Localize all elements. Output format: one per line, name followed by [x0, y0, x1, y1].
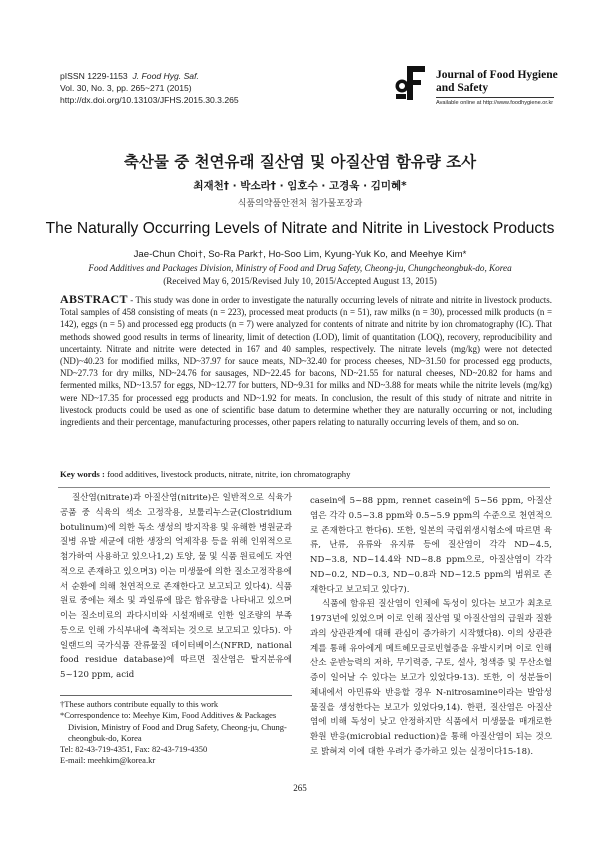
keywords	[60, 469, 550, 479]
abstract-heading: ABSTRACT	[60, 292, 128, 306]
divider	[58, 487, 550, 488]
footnote-equal: †These authors contribute equally to this work	[60, 699, 219, 709]
body-right-paragraph-1: casein에 5~88 ppm, rennet casein에 5~56 ppm, 아질산염은 각각 0.5~3.8 ppm와 0.5~5.9 ppm의 수준으로 천연적으로 존재한다고 한다6). 또한, 일본의 국립위생시험소에 따르면 육류, 난류, 유류와 유지류 등에 질산염이 각각 ND~4.5, ND~3.8, ND~14.4와 ND~8.8 ppm으로, 아질산염이 각각 ND~0.2, ND~0.3, ND~0.8과 ND~12.5 ppm의 범위로 존재한다고 보고되고 있다7).	[310, 496, 552, 595]
volume-line: Vol. 30, No. 3, pp. 265~271 (2015)	[60, 83, 192, 93]
footnote-rule	[60, 695, 292, 696]
title-korean: 축산물 중 천연유래 질산염 및 아질산염 함유량 조사	[123, 153, 477, 171]
received-dates: (Received May 6, 2015/Revised July 10, 2015/Accepted August 13, 2015)	[163, 276, 437, 286]
footnote-corr-3: cheongbuk-do, Korea	[68, 732, 142, 743]
footnote-corr-2: Division, Ministry of Food and Drug Safety, Cheong-ju, Chung-	[68, 721, 287, 732]
body-left-column: 질산염(nitrate)과 아질산염(nitrite)은 일반적으로 식육가공품 중 식육의 색소 고정작용, 보툴리누스균(Clostridium botulinum)에 의한 독소 생성의 방지작용 및 유해한 병원균과 질병 유발 세균에 대한 생장의 억제작용 등을 위해 인위적으로 첨가하여 사용하고 있으나1,2) 토양, 물 및 식품 원료에도 자연적으로 존재하고 있으며3) 이는 미생물에 의한 질소고정작용에서 순환에 의해 천연적으로 존재한다고 보고되고 있다4). 식품 원료 중에는 채소 및 과일류에 많은 함유량을 나타내고 있으며 이는 질소비료의 과다시비와 시설재배로 인한 일조량의 부족 등으로 인해 가식부내에 축적되는 것으로 보고되고 있다5). 아일랜드의 국가식품 잔류물질 데이터베이스(NFRD, national food residue database)에 따르면 질산염은 탈지분유에 5~120 ppm, acid	[60, 493, 292, 680]
abstract	[60, 293, 552, 428]
body-right-column	[310, 494, 552, 760]
affiliation-korean: 식품의약품안전처 첨가물포장과	[237, 199, 363, 209]
doi-link[interactable]: http://dx.doi.org/10.13103/JFHS.2015.30.3.265	[60, 95, 239, 105]
journal-logo-icon	[394, 64, 428, 104]
keywords-label: Key words :	[60, 469, 105, 479]
abstract-text: - This study was done in order to investigate the naturally occurring levels of nitrate and nitrite in livestock products. Total samples of 458 consisting of meats (n = 223), processed meat products (n = 51), raw milks (n = 30), processed milk products (n = 142), eggs (n = 5) and processed egg products (n = 7) were analyzed for contents of nitrate and nitrite by ion chromatography (IC). That methods showed good results in terms of linearity, limit of detection (LOD), limit of quantitation (LOQ), recovery, reproducibility and uncertainty. Nitrate and nitrite were detected in 167 and 40 samples, respectively. The nitrate levels (mg/kg) were not detected (ND)~40.23 for modified milks, ND~37.97 for sauce meats, ND~32.40 for process cheeses, ND~31.50 for processed egg products, ND~27.73 for dry milks, ND~24.76 for sausages, ND~22.45 for bacons, ND~21.55 for natural cheeses, ND~20.82 for hams and fermented milks, ND~13.57 for eggs, ND~12.77 for butters, ND~9.31 for milks and ND~3.88 for meats while the nitrite levels (mg/kg) were ND~17.35 for processed egg products and ND~1.92 for meats. In conclusion, the result of this study of nitrate and nitrite in livestock products could be used as one of scientific base datum to determine whether they are naturally occurring or not, including ingredients and their percentage, manufacturing processes, other papers relating to naturally occurring levels of them, and so on.	[60, 295, 552, 428]
title-english: The Naturally Occurring Levels of Nitrate and Nitrite in Livestock Products	[45, 220, 555, 237]
footnotes	[60, 699, 296, 767]
body-right-paragraph-2: 식품에 함유된 질산염이 인체에 독성이 있다는 보고가 최초로 1973년에 있었으며 이로 인해 질산염 및 아질산염의 급원과 질환과의 상관관계에 대해 관심이 증가하기 시작했다8). 이의 상관관계를 통해 유아에게 메트헤모글로빈혈증을 유발시키며 이로 인해 산소 운반능력의 저하, 무기력증, 구토, 설사, 청색증 및 무산소혈증이 일어날 수 있다는 보고가 있었다9-13). 또한, 이 성분들이 체내에서 아민류와 반응할 경우 N-nitrosamine이라는 발암성 물질을 생성한다는 보고가 있었다9,14). 한편, 질산염은 아질산염에 비해 독성이 낮고 안정하지만 식품에서 미생물을 매개로한 환원 반응(microbial reduction)을 통해 아질산염이 되는 것으로 밝혀져 이에 대한 우려가 증가하고 있는 실정이다15-18).	[310, 599, 552, 757]
journal-name: Journal of Food Hygiene and Safety	[436, 69, 558, 94]
footnote-tel: Tel: 82-43-719-4351, Fax: 82-43-719-4350	[60, 744, 208, 755]
journal-rule	[436, 97, 554, 98]
authors-korean: 최재천† · 박소라† · 임호수 · 고경욱 · 김미혜*	[193, 180, 407, 192]
authors-english: Jae-Chun Choi†, So-Ra Park†, Ho-Soo Lim, Kyung-Yuk Ko, and Meehye Kim*	[133, 249, 467, 260]
journal-abbrev: J. Food Hyg. Saf.	[132, 71, 199, 81]
page-number: 265	[293, 783, 307, 793]
footnote-email[interactable]: E-mail: meehkim@korea.kr	[60, 755, 156, 766]
journal-info	[60, 70, 239, 106]
journal-url[interactable]: Available online at http://www.foodhygiene.or.kr	[436, 100, 554, 106]
footnote-corr-1: *Correspondence to: Meehye Kim, Food Additives & Packages	[60, 710, 277, 721]
affiliation-english: Food Additives and Packages Division, Ministry of Food and Drug Safety, Cheong-ju, Chungcheongbuk-do, Korea	[88, 263, 512, 273]
pissn: pISSN 1229-1153	[60, 71, 128, 81]
keywords-text: food additives, livestock products, nitrate, nitrite, ion chromatography	[104, 469, 351, 479]
